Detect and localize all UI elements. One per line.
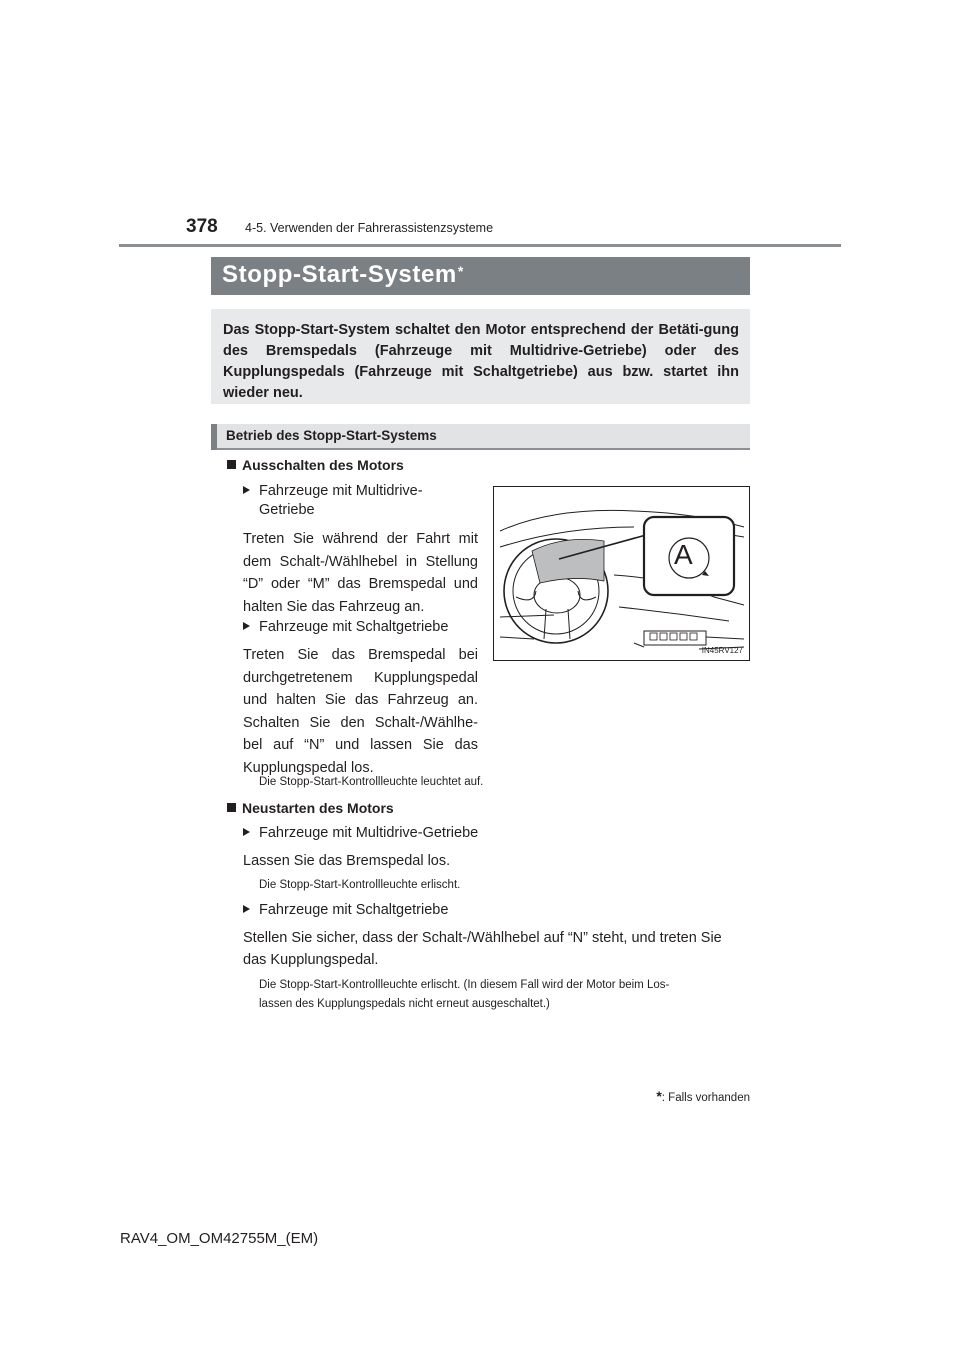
document-footer: RAV4_OM_OM42755M_(EM) — [120, 1230, 319, 1247]
restart-heading-text: Neustarten des Motors — [242, 800, 394, 816]
subheading-bar — [211, 424, 750, 450]
triangle-bullet-icon — [243, 622, 250, 630]
footnote — [656, 1088, 750, 1104]
restart-cvt-label-text: Fahrzeuge mit Multidrive-Getriebe — [259, 825, 479, 841]
footnote-star-icon: * — [656, 1088, 662, 1104]
triangle-bullet-icon — [243, 905, 250, 913]
page-number: 378 — [186, 216, 218, 237]
restart-mt-text-line2: das Kupplungspedal. — [243, 952, 379, 968]
intro-text: Das Stopp-Start-System schaltet den Motor entsprechend der Betäti-gung des Bremspedals (Fahrzeuge mit Multidrive-Getriebe) oder des Kupplungspedals (Fahrzeuge mit Schaltgetriebe) aus bzw. startet ihn wieder neu. — [223, 322, 739, 401]
triangle-bullet-icon — [243, 828, 250, 836]
cvt-label-line1-text: Fahrzeuge mit Multidrive- — [259, 483, 423, 499]
triangle-bullet-icon — [243, 486, 250, 494]
header-divider — [119, 244, 841, 247]
subheading-accent — [211, 424, 217, 450]
restart-cvt-note: Die Stopp-Start-Kontrollleuchte erlischt. — [259, 879, 461, 891]
callout-a-label: A — [674, 539, 693, 570]
restart-mt-note-line1: Die Stopp-Start-Kontrollleuchte erlischt. (In diesem Fall wird der Motor beim Los- — [259, 979, 670, 991]
restart-cvt-text: Lassen Sie das Bremspedal los. — [243, 853, 451, 869]
cvt-label — [243, 483, 478, 518]
intro-box — [211, 309, 750, 404]
mt-stop-instructions: Treten Sie das Bremspedal bei durchgetretenem Kupplungspedal und halten Sie das Fahrzeug an. Schalten Sie den Schalt-/Wählhe-bel auf “N” und lassen Sie das Kupplungspedal los. — [243, 647, 478, 776]
restart-mt-text-line1: Stellen Sie sicher, dass der Schalt-/Wählhebel auf “N” steht, und treten Sie — [243, 930, 722, 946]
restart-cvt-label — [243, 825, 478, 841]
section-title: 4-5. Verwenden der Fahrerassistenzsysteme — [245, 221, 494, 235]
page-title-text: Stopp-Start-System — [222, 261, 457, 288]
restart-heading — [227, 800, 394, 816]
dashboard-illustration — [493, 486, 750, 661]
stop-note: Die Stopp-Start-Kontrollleuchte leuchtet auf. — [259, 776, 484, 788]
figure-code: IN45RV127 — [701, 646, 743, 655]
footnote-star: * — [457, 263, 464, 279]
page-title-bar — [211, 257, 750, 295]
cvt-label-line1 — [259, 483, 478, 499]
footnote-text: : Falls vorhanden — [661, 1092, 750, 1104]
mt-label-text: Fahrzeuge mit Schaltgetriebe — [259, 619, 449, 635]
dashboard-drawing — [494, 487, 749, 660]
square-bullet-icon — [227, 460, 236, 469]
subheading: Betrieb des Stopp-Start-Systems — [226, 428, 437, 443]
restart-mt-note-line2: lassen des Kupplungspedals nicht erneut ausgeschaltet.) — [259, 998, 550, 1010]
mt-label — [243, 619, 448, 635]
restart-mt-label-text: Fahrzeuge mit Schaltgetriebe — [259, 902, 449, 918]
stop-heading — [227, 457, 404, 473]
restart-mt-label — [243, 902, 448, 918]
cvt-stop-instructions: Treten Sie während der Fahrt mit dem Schalt-/Wählhebel in Stellung “D” oder “M” das Bremspedal und halten Sie das Fahrzeug an. — [243, 531, 478, 615]
square-bullet-icon — [227, 803, 236, 812]
cvt-label-line2: Getriebe — [259, 502, 315, 518]
stop-heading-text: Ausschalten des Motors — [242, 457, 404, 473]
page-title — [222, 261, 464, 289]
